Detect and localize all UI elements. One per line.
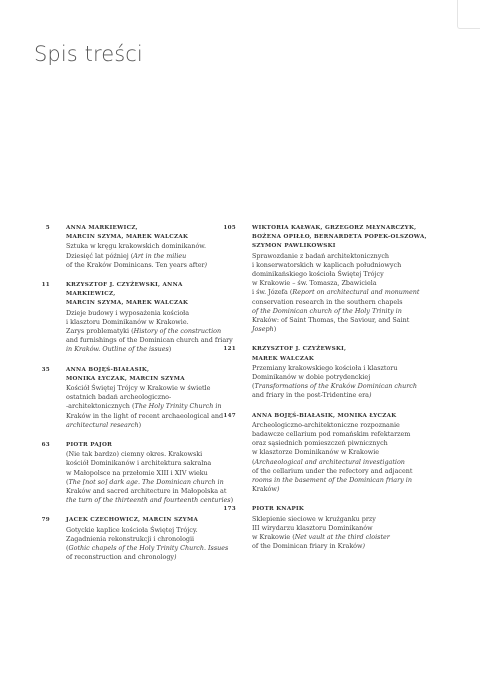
- toc-title-line: Archeologiczno-architektoniczne rozpoznanie: [252, 420, 400, 429]
- toc-author-line: SZYMON PAWLIKOWSKI: [252, 243, 336, 250]
- toc-title-line: (Gothic chapels of the Holy Trinity Church. Issues: [66, 544, 229, 553]
- toc-title: [52, 450, 234, 505]
- toc-authors: [52, 366, 234, 384]
- toc-entry: [41, 441, 234, 505]
- toc-title-line: Sklepienie sieciowe w krużganku przy: [252, 514, 376, 523]
- toc-author-line: MARCIN SZYMA, MAREK WALCZAK: [66, 300, 189, 307]
- toc-title-line: (Transformations of the Kraków Dominican church: [252, 382, 417, 391]
- toc-title-line: (The [not so] dark age. The Dominican church in: [66, 477, 224, 486]
- toc-title-line: Dzieje budowy i wyposażenia kościoła: [66, 308, 190, 317]
- toc-page-number: 173: [223, 506, 236, 513]
- toc-entry: [45, 224, 234, 270]
- toc-title-line: kościół Dominikanów i architektura sakralna: [66, 459, 212, 468]
- toc-entry: [223, 345, 460, 400]
- toc-title-line: Zagadnienia rekonstrukcji i chronologii: [66, 534, 195, 543]
- toc-title: [52, 309, 234, 355]
- toc-entry: [223, 505, 460, 551]
- toc-author-line: MONIKA ŁYCZAK, MARCIN SZYMA: [66, 375, 185, 382]
- toc-page-number: 63: [41, 442, 50, 449]
- toc-title: [52, 526, 234, 563]
- toc-title-line: Kraków: of Saint Thomas, the Saviour, and Saint: [252, 316, 410, 325]
- toc-title: [52, 384, 234, 430]
- toc-entry: [41, 366, 234, 430]
- toc-page-number: 105: [223, 225, 236, 231]
- toc-page-number: 147: [223, 412, 236, 419]
- toc-title-line: Przemiany krakowskiego kościoła i klasztoru: [252, 363, 398, 372]
- toc-title-line: w klasztorze Dominikanów w Krakowie: [252, 448, 380, 457]
- toc-title-line: of the Dominican church of the Holy Trinity in: [252, 306, 402, 315]
- toc-entry: [223, 224, 460, 334]
- toc-column-right: [223, 224, 460, 563]
- page-title: Spis treści: [34, 42, 143, 66]
- toc-title-line: Kraków): [252, 485, 280, 494]
- toc-title-line: w Krakowie – św. Tomasza, Zbawiciela: [252, 279, 377, 288]
- toc-title-line: (Nie tak bardzo) ciemny okres. Krakowski: [66, 450, 203, 459]
- toc-title-line: in Kraków. Outline of the issues): [66, 345, 172, 354]
- toc-authors: [52, 281, 234, 309]
- toc-column-left: [41, 224, 234, 574]
- toc-title-line: the turn of the thirteenth and fourteenth centuries): [66, 496, 234, 505]
- toc-authors: [238, 345, 460, 363]
- toc-authors: [238, 505, 460, 514]
- toc-title-line: of the Kraków Dominicans. Ten years after): [66, 260, 208, 269]
- toc-author-line: PIOTR PAJOR: [66, 442, 113, 449]
- toc-title-line: Joseph): [252, 325, 277, 334]
- toc-author-line: ANNA BOJĘŚ-BIAŁASIK,: [66, 366, 150, 373]
- toc-authors: [52, 516, 234, 525]
- toc-author-line: KRZYSZTOF J. CZYŻEWSKI, ANNA MARKIEWICZ,: [66, 282, 183, 298]
- toc-title: [238, 364, 460, 401]
- toc-entry: [41, 516, 234, 562]
- toc-title: [238, 252, 460, 335]
- toc-title-line: ostatnich badań archeologiczno-: [66, 393, 172, 402]
- toc-title-line: Dominikanów w dobie potrydenckiej: [252, 373, 371, 382]
- toc-author-line: MAREK WALCZAK: [252, 355, 315, 362]
- toc-author-line: WIKTORIA KAŁWAK, GRZEGORZ MŁYNARCZYK,: [252, 225, 417, 231]
- toc-title-line: i św. Józefa (Report on architectural and monument: [252, 288, 420, 297]
- toc-title-line: oraz sąsiednich pomieszczeń piwnicznych: [252, 439, 388, 448]
- toc-title-line: i klasztoru Dominikanów w Krakowie.: [66, 317, 189, 326]
- toc-authors: [238, 224, 460, 252]
- toc-title-line: of reconstruction and chronology): [66, 553, 177, 562]
- toc-title-line: of the cellarium under the refectory and adjacent: [252, 466, 413, 475]
- toc-author-line: JACEK CZECHOWICZ, MARCIN SZYMA: [66, 517, 199, 524]
- toc-title-line: rooms in the basement of the Dominican friary in: [252, 476, 412, 485]
- toc-authors: [52, 224, 234, 242]
- toc-author-line: ANNA BOJĘŚ-BIAŁASIK, MONIKA ŁYCZAK: [252, 412, 397, 419]
- toc-title-line: i konserwatorskich w kaplicach południowych: [252, 260, 402, 269]
- toc-author-line: KRZYSZTOF J. CZYŻEWSKI,: [252, 346, 347, 353]
- toc-title-line: Kraków and sacred architecture in Małopolska at: [66, 487, 227, 496]
- toc-author-line: PIOTR KNAPIK: [252, 506, 305, 513]
- toc-page-number: 35: [41, 366, 50, 373]
- toc-page-number: 11: [41, 282, 50, 289]
- toc-title-line: w Krakowie (Net vault at the third cloister: [252, 533, 390, 542]
- toc-title: [238, 421, 460, 495]
- toc-page-number: 121: [223, 346, 236, 353]
- page-corner-decoration: [457, 0, 480, 29]
- toc-title-line: dominikańskiego kościoła Świętej Trójcy: [252, 270, 384, 279]
- toc-author-line: BOŻENA OPIŁŁO, BERNARDETA POPEK-OLSZOWA,: [252, 234, 427, 241]
- toc-title-line: and furnishings of the Dominican church and friary: [66, 336, 233, 345]
- toc-title-line: Sprawozdanie z badań architektonicznych: [252, 251, 390, 260]
- toc-title-line: (Archaeological and architectural investigation: [252, 457, 405, 466]
- toc-title-line: architectural research): [66, 420, 142, 429]
- toc-title-line: Zarys problematyki (History of the construction: [66, 327, 222, 336]
- toc-title: [52, 242, 234, 270]
- toc-author-line: MARCIN SZYMA, MAREK WALCZAK: [66, 234, 189, 241]
- toc-title-line: w Małopolsce na przełomie XIII i XIV wieku: [66, 468, 208, 477]
- toc-page-number: 5: [45, 225, 50, 231]
- toc-title-line: and friary in the post-Tridentine era): [252, 391, 372, 400]
- toc-title-line: III wirydarzu klasztoru Dominikanów: [252, 523, 373, 532]
- toc-authors: [238, 412, 460, 421]
- toc-title: [238, 515, 460, 552]
- toc-title-line: of the Dominican friary in Kraków): [252, 542, 366, 551]
- toc-title-line: Dziesięć lat później (Art in the milieu: [66, 251, 187, 260]
- toc-title-line: -architektonicznych (The Holy Trinity Church in: [66, 402, 222, 411]
- toc-title-line: Kościół Świętej Trójcy w Krakowie w świetle: [66, 384, 211, 393]
- toc-author-line: ANNA MARKIEWICZ,: [66, 225, 138, 231]
- toc-title-line: badawcze cellarium pod romańskim refektarzem: [252, 430, 411, 439]
- toc-title-line: Kraków in the light of recent archaeological and: [66, 411, 224, 420]
- toc-title-line: conservation research in the southern chapels: [252, 297, 403, 306]
- toc-entry: [41, 281, 234, 355]
- toc-title-line: Sztuka w kręgu krakowskich dominikanów.: [66, 242, 207, 251]
- toc-page-number: 79: [41, 517, 50, 524]
- toc-authors: [52, 441, 234, 450]
- toc-entry: [223, 412, 460, 495]
- toc-title-line: Gotyckie kaplice kościoła Świętej Trójcy.: [66, 525, 198, 534]
